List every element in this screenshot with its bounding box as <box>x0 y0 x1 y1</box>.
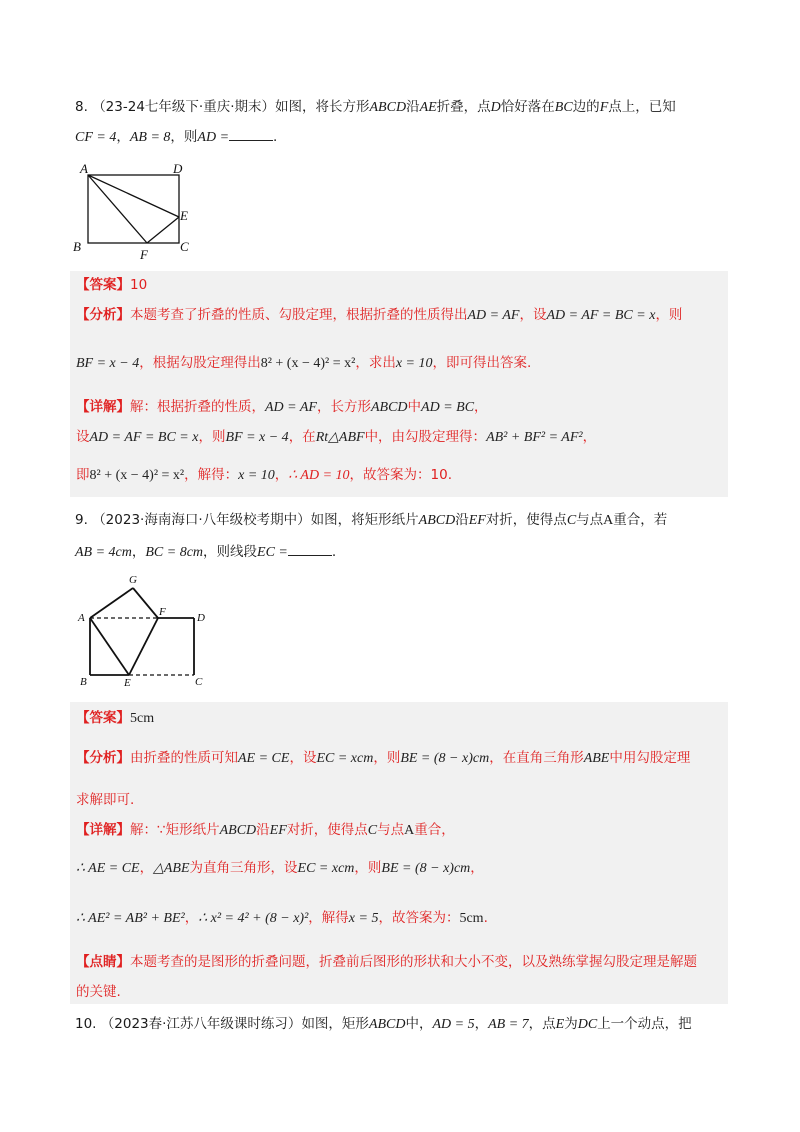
analysis-math: 8² + (x − 4)² = x² <box>260 356 356 371</box>
detail-math: AD = AF <box>265 400 317 415</box>
detail-text: ，则 <box>198 429 226 445</box>
q10-text: 如图，矩形 <box>301 1016 369 1032</box>
q8-math: ABCD <box>369 100 407 115</box>
q10-math: E <box>555 1017 565 1032</box>
label-c: C <box>195 676 203 688</box>
comment-text: 本题考查的是图形的折叠问题，折叠前后图形的形状和大小不变，以及熟练掌握勾股定理是解题 <box>130 954 697 970</box>
comment-text: 的关键. <box>76 984 121 1000</box>
q10-stem-line1 <box>75 1014 692 1035</box>
q8-text: ，则 <box>170 129 198 145</box>
detail-math: ∴ AE² = AB² + BE² <box>76 911 185 926</box>
analysis-text: 中用勾股定理 <box>609 750 691 766</box>
q9-text: 重合，若 <box>613 512 668 528</box>
q9-stem-line1 <box>75 510 667 531</box>
analysis-math: AD = AF = BC = x <box>546 308 656 323</box>
fold-line-ef <box>129 618 158 675</box>
answer-value: 5cm <box>130 711 155 726</box>
detail-text: 沿 <box>256 822 270 838</box>
analysis-text: ，在直角三角形 <box>489 750 584 766</box>
detail-math: x = 5 <box>348 911 379 926</box>
label-e: E <box>124 677 131 689</box>
detail-text: 中 <box>407 399 422 415</box>
segment-gf <box>133 588 158 618</box>
label-e: E <box>180 208 188 223</box>
q8-stem-line2 <box>75 126 277 148</box>
q10-text: 为 <box>564 1016 578 1032</box>
q9-condition: BC = 8cm <box>145 545 204 560</box>
analysis-text: ，则 <box>655 307 683 323</box>
detail-text: ，长方形 <box>316 399 371 415</box>
q10-text: ，点 <box>528 1016 556 1032</box>
detail-math: EC = xcm <box>297 861 355 876</box>
detail-math: ∴ x² = 4² + (8 − x)² <box>198 911 309 926</box>
label-g: G <box>129 574 137 586</box>
detail-text: 为直角三角形，设 <box>189 860 298 876</box>
detail-text: 中，由勾股定理得： <box>364 429 487 445</box>
analysis-math: AE = CE <box>238 751 290 766</box>
label-c: C <box>180 239 189 254</box>
q9-text: 沿 <box>455 512 469 528</box>
q9-detail-line2 <box>76 858 484 879</box>
q8-text: 沿 <box>406 99 420 115</box>
detail-text: ，故答案为： <box>378 910 460 926</box>
detail-math: AD = AF = BC = x <box>89 430 199 445</box>
detail-text: 解：根据折叠的性质， <box>130 399 265 415</box>
detail-math: ABCD <box>219 823 257 838</box>
q8-text: 恰好落在 <box>500 99 555 115</box>
q8-condition: CF = 4 <box>75 130 117 145</box>
label-b: B <box>73 239 81 254</box>
q8-math: BC <box>554 100 573 115</box>
segment-fe <box>147 217 179 243</box>
q8-stem-line1 <box>75 97 676 118</box>
analysis-math: BE = (8 − x)cm <box>400 751 490 766</box>
q10-text: ， <box>474 1016 489 1032</box>
q9-condition: AB = 4cm <box>75 545 132 560</box>
q9-text: 与点 <box>576 512 604 528</box>
q8-analysis-line2 <box>76 353 531 374</box>
detail-math: 5cm <box>459 911 484 926</box>
q8-text: . <box>273 129 278 145</box>
detail-math: AD = BC <box>421 400 475 415</box>
q8-math: AD = <box>197 130 230 145</box>
analysis-math: AD = AF <box>467 308 520 323</box>
detail-math: EF <box>269 823 287 838</box>
q9-analysis-line2 <box>76 790 134 810</box>
detail-text: ， <box>139 860 154 876</box>
q8-detail-line2 <box>76 427 596 448</box>
q9-comment-line2 <box>76 982 121 1002</box>
q8-solution-box <box>70 271 728 497</box>
detail-math: C <box>367 823 378 838</box>
q9-answer <box>76 708 154 729</box>
answer-tag: 【答案】 <box>76 277 130 293</box>
detail-math: BE = (8 − x)cm <box>381 861 471 876</box>
detail-text: 设 <box>76 429 90 445</box>
answer-blank <box>229 126 273 141</box>
q9-math: ABCD <box>418 513 456 528</box>
analysis-text: ，设 <box>289 750 317 766</box>
q9-text: ，则线段 <box>203 544 258 560</box>
detail-text: 解：∵矩形纸片 <box>130 822 220 838</box>
detail-text: ，解得 <box>308 910 349 926</box>
analysis-text: ，设 <box>519 307 547 323</box>
q8-text: 如图，将长方形 <box>275 99 370 115</box>
q9-comment-line1 <box>76 952 697 972</box>
analysis-text: ，求出 <box>355 355 396 371</box>
label-d: D <box>197 612 205 624</box>
detail-text: ，在 <box>288 429 316 445</box>
q9-math: EC = <box>257 545 288 560</box>
detail-math: △ABE <box>153 861 190 876</box>
analysis-text: 本题考查了折叠的性质、勾股定理，根据折叠的性质得出 <box>130 307 468 323</box>
label-d: D <box>173 161 183 176</box>
q8-condition: AB = 8 <box>129 130 171 145</box>
detail-math: AB² + BF² = AF² <box>486 430 583 445</box>
q10-math: DC <box>577 1017 598 1032</box>
analysis-math: x = 10 <box>395 356 433 371</box>
q10-math: ABCD <box>368 1017 406 1032</box>
detail-text: 与点 <box>377 822 405 838</box>
detail-math: ∴ AE = CE <box>76 861 140 876</box>
q9-text: 对折，使得点 <box>485 512 567 528</box>
analysis-text: ，根据勾股定理得出 <box>139 355 261 371</box>
q9-figure <box>70 570 220 690</box>
q8-number: 8. <box>75 99 88 115</box>
q8-math: F <box>599 100 609 115</box>
comment-tag: 【点睛】 <box>76 954 130 970</box>
fold-line-ae <box>88 175 179 217</box>
detail-text: . <box>483 910 488 926</box>
label-a: A <box>78 612 85 624</box>
detail-text: ，则 <box>354 860 382 876</box>
q10-number: 10. <box>75 1016 97 1032</box>
detail-math: x = 10 <box>238 468 275 483</box>
detail-math: ABCD <box>370 400 408 415</box>
q9-math: A <box>603 513 614 528</box>
answer-value: 10 <box>130 277 148 293</box>
detail-math: ∴ AD = 10 <box>288 468 350 483</box>
detail-math: BF = x − 4 <box>225 430 289 445</box>
q9-solution-box <box>70 702 728 1004</box>
segment-ag <box>90 588 133 618</box>
q8-source: （23-24七年级下·重庆·期末） <box>92 99 275 115</box>
answer-tag: 【答案】 <box>76 710 130 726</box>
q9-math: EF <box>468 513 486 528</box>
detail-math: A <box>404 823 415 838</box>
detail-text: ，故答案为：10. <box>349 467 453 483</box>
q10-source: （2023春·江苏八年级课时练习） <box>100 1016 302 1032</box>
q8-analysis-line1 <box>76 305 682 326</box>
q9-stem-line2 <box>75 541 336 563</box>
q9-math: C <box>566 513 577 528</box>
q8-text: 点上，已知 <box>608 99 676 115</box>
q9-detail-line3 <box>76 908 488 929</box>
detail-text: 对折，使得点 <box>286 822 368 838</box>
q9-number: 9. <box>75 512 88 528</box>
answer-blank <box>288 541 332 556</box>
detail-text: 重合， <box>414 822 455 838</box>
label-b: B <box>80 676 87 688</box>
analysis-text: ，则 <box>373 750 401 766</box>
label-f: F <box>140 247 148 262</box>
detail-text: ，解得： <box>184 467 239 483</box>
q9-analysis-line1 <box>76 748 690 769</box>
q10-condition: AD = 5 <box>432 1017 475 1032</box>
analysis-text: 求解即可. <box>76 792 135 808</box>
analysis-text: 由折叠的性质可知 <box>130 750 238 766</box>
detail-text: 即 <box>76 467 90 483</box>
q10-condition: AB = 7 <box>488 1017 529 1032</box>
detail-text: ， <box>274 467 289 483</box>
q10-text: 上一个动点，把 <box>597 1016 692 1032</box>
segment-af <box>88 175 147 243</box>
detail-text: ， <box>184 910 199 926</box>
label-a: A <box>80 161 88 176</box>
analysis-text: ，即可得出答案. <box>432 355 532 371</box>
q8-math: D <box>490 100 501 115</box>
rectangle-abcd <box>88 175 179 243</box>
detail-tag: 【详解】 <box>76 822 130 838</box>
q8-text: 折叠，点 <box>436 99 491 115</box>
q8-figure <box>70 155 200 265</box>
q8-math: AE <box>419 100 437 115</box>
detail-math: Rt△ABF <box>315 430 365 445</box>
analysis-math: ABE <box>583 751 610 766</box>
q9-text: 如图，将矩形纸片 <box>310 512 419 528</box>
analysis-tag: 【分析】 <box>76 750 130 766</box>
analysis-tag: 【分析】 <box>76 307 130 323</box>
analysis-math: EC = xcm <box>316 751 374 766</box>
label-f: F <box>159 606 166 618</box>
q8-detail-line1 <box>76 397 488 418</box>
q9-text: ， <box>131 544 146 560</box>
q9-source: （2023·海南海口·八年级校考期中） <box>92 512 311 528</box>
segment-ae <box>90 618 129 675</box>
analysis-math: BF = x − 4 <box>76 356 140 371</box>
detail-math: 8² + (x − 4)² = x² <box>89 468 185 483</box>
q9-text: . <box>331 544 337 560</box>
q8-answer <box>76 275 147 295</box>
q8-text: 边的 <box>572 99 600 115</box>
q10-text: 中， <box>405 1016 433 1032</box>
detail-text: ， <box>582 429 597 445</box>
q8-text: ， <box>116 129 130 145</box>
detail-text: ， <box>474 399 488 415</box>
detail-tag: 【详解】 <box>76 399 130 415</box>
q8-detail-line3 <box>76 465 452 486</box>
detail-text: ， <box>470 860 484 876</box>
q9-detail-line1 <box>76 820 455 841</box>
